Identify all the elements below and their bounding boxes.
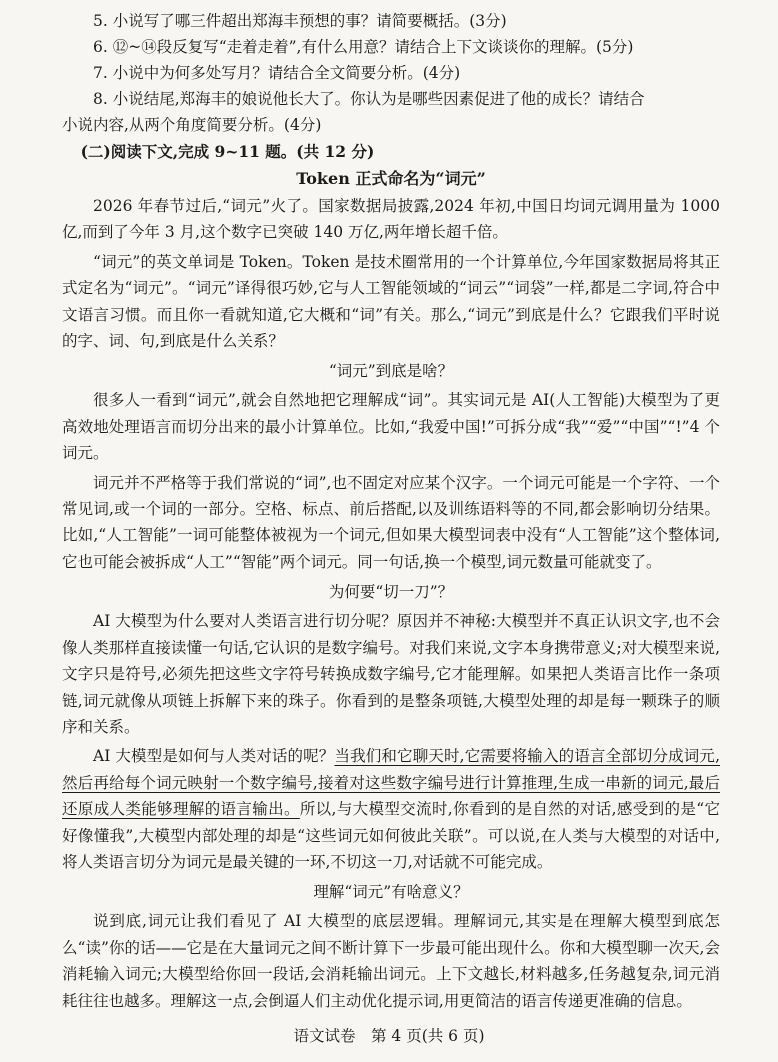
- paragraph-6-rest: 所以,与大模型交流时,你看到的是自然的对话,感受到的是“它好像懂我”,大模型内部处理的却是“这些词元如何彼此关联”。可以说,在人类与大模型的对话中,将人类语言切分为词元是最关键的一环,不切这一刀,对话就不可能完成。: [62, 800, 720, 871]
- underlined-sentence: 当我们和它聊天时,它需要将输入的语言全部切分成词元,然后再给每个词元映射一个数字编号,接着对这些数字编号进行计算推理,生成一串新的词元,最后还原成人类能够理解的语言输出。: [62, 747, 721, 819]
- paragraph-6-lead: AI 大模型是如何与人类对话的呢？: [93, 747, 335, 766]
- question-8-line1: 8. 小说结尾,郑海丰的娘说他长大了。你认为是哪些因素促进了他的成长？请结合: [93, 90, 645, 108]
- article-paragraph-1: 2026 年春节过后,“词元”火了。国家数据局披露,2024 年初,中国日均词元调用量为 1000 亿,而到了今年 3 月,这个数字已突破 140 万亿,两年增长超千倍。: [62, 197, 720, 242]
- section-heading: (二)阅读下文,完成 9~11 题。(共 12 分): [80, 142, 375, 161]
- question-7: 7. 小说中为何多处写月？请结合全文简要分析。(4分): [93, 64, 461, 82]
- article-title: Token 正式命名为“词元”: [296, 169, 486, 188]
- page-footer: 语文试卷 第 4 页(共 6 页): [293, 1027, 485, 1045]
- article-paragraph-6: [62, 743, 720, 875]
- article-paragraph-3: 很多人一看到“词元”,就会自然地把它理解成“词”。其实词元是 AI(人工智能)大模型为了更高效地处理语言而切分出来的最小计算单位。比如,“我爱中国!”可拆分成“我”“爱”“中国”“!”4 个词元。: [62, 391, 720, 463]
- article-paragraph-5: AI 大模型为什么要对人类语言进行切分呢？原因并不神秘:大模型并不真正认识文字,也不会像人类那样直接读懂一句话,它认识的是数字编号。对我们来说,文字本身携带意义;对大模型来说,文字只是符号,必须先把这些文字符号转换成数字编号,它才能理解。如果把人类语言比作一条项链,词元就像从项链上拆解下来的珠子。你看到的是整条项链,大模型处理的却是每一颗珠子的顺序和关系。: [62, 612, 720, 736]
- article-paragraph-2: “词元”的英文单词是 Token。Token 是技术圈常用的一个计算单位,今年国家数据局将其正式定名为“词元”。“词元”译得很巧妙,它与人工智能领域的“词云”“词袋”一样,都是二字词,符合中文语言习惯。而且你一看就知道,它大概和“词”有关。那么,“词元”到底是什么？它跟我们平时说的字、词、句,到底是什么关系？: [62, 252, 720, 351]
- question-8-line2: 小说内容,从两个角度简要分析。(4分): [62, 116, 322, 134]
- article-subheading-2: 为何要“切一刀”？: [328, 583, 454, 602]
- question-6: 6. ⑫~⑭段反复写“走着走着”,有什么用意？请结合上下文谈谈你的理解。(5分): [93, 38, 634, 56]
- article-subheading-1: “词元”到底是啥？: [328, 362, 454, 381]
- article-subheading-3: 理解“词元”有啥意义？: [313, 883, 469, 902]
- question-5: 5. 小说写了哪三件超出郑海丰预想的事？请简要概括。(3分): [93, 12, 507, 30]
- article-paragraph-4: 词元并不严格等于我们常说的“词”,也不固定对应某个汉字。一个词元可能是一个字符、一个常见词,或一个词的一部分。空格、标点、前后搭配,以及训练语料等的不同,都会影响切分结果。比如,“人工智能”一词可能整体被视为一个词元,但如果大模型词表中没有“人工智能”这个整体词,它也可能会被拆成“人工”“智能”两个词元。同一句话,换一个模型,词元数量可能就变了。: [62, 473, 720, 571]
- article-paragraph-7: 说到底,词元让我们看见了 AI 大模型的底层逻辑。理解词元,其实是在理解大模型到底怎么“读”你的话——它是在大量词元之间不断计算下一步最可能出现什么。你和大模型聊一次天,会消耗输入词元;大模型给你回一段话,会消耗输出词元。上下文越长,材料越多,任务越复杂,词元消耗往往也越多。理解这一点,会倒逼人们主动优化提示词,用更简洁的语言传递更准确的信息。: [62, 912, 720, 1010]
